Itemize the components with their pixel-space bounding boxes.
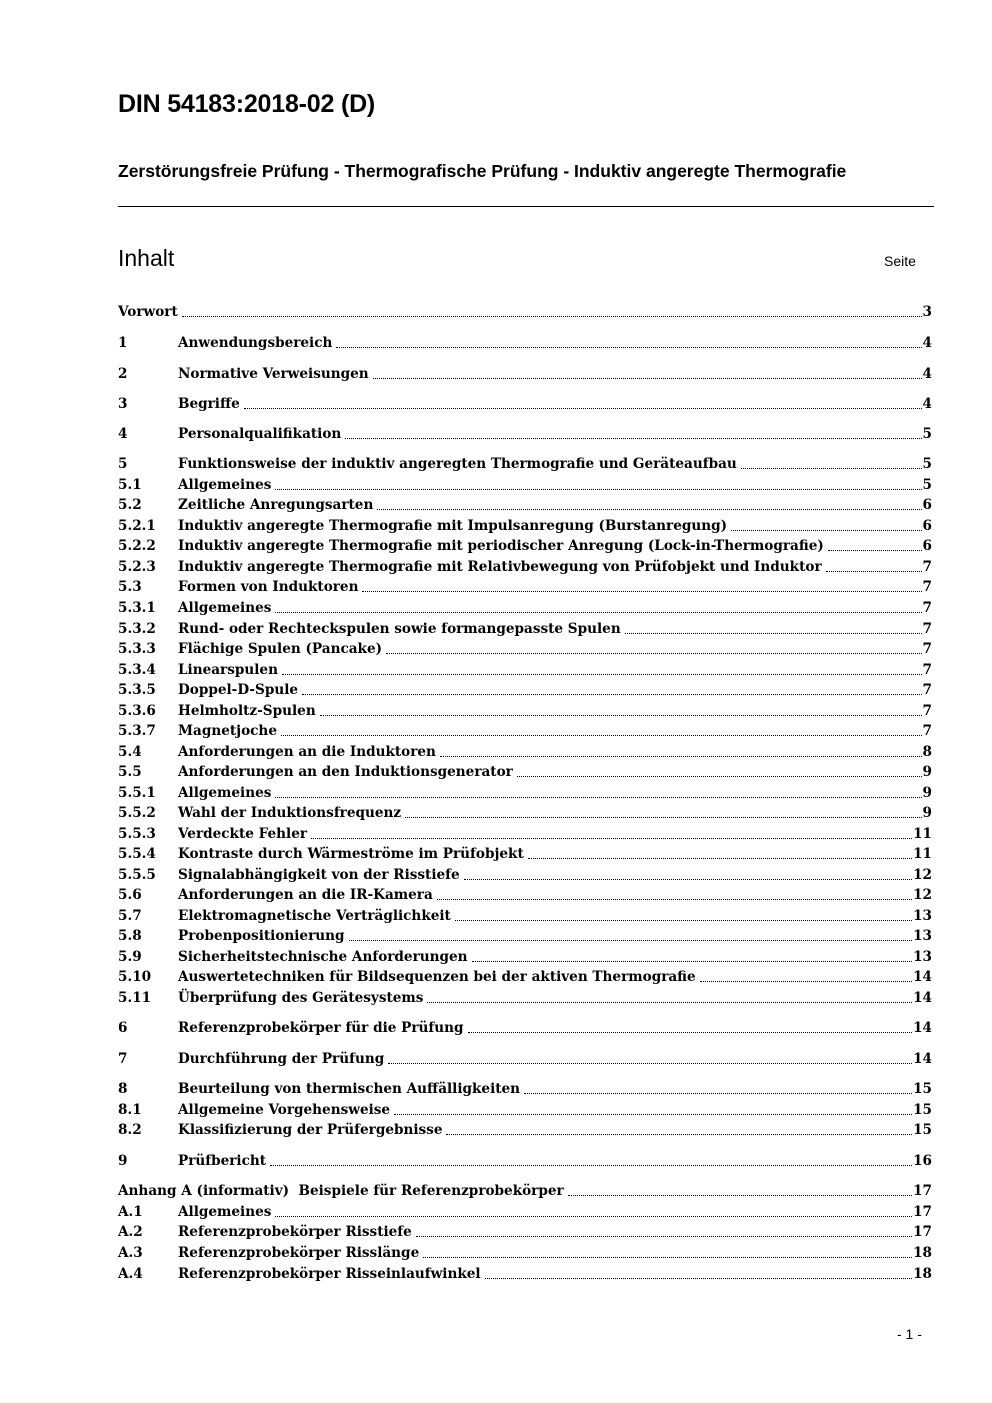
toc-entry[interactable] [118, 495, 932, 515]
toc-entry-number: A.1 [118, 1204, 143, 1220]
toc-entry-page: 4 [922, 366, 932, 382]
toc-entry-number: 8.2 [118, 1122, 142, 1138]
toc-entry[interactable] [118, 824, 932, 844]
toc-entry-title: Klassifizierung der Prüfergebnisse [178, 1122, 443, 1138]
toc-entry-title: Wahl der Induktionsfrequenz [178, 805, 402, 821]
toc-entry-page: 14 [913, 990, 932, 1006]
toc-entry-number: 5.5.2 [118, 805, 156, 821]
toc-entry-title: Anhang A (informativ) Beispiele für Referenzprobekörper [118, 1183, 564, 1199]
toc-entry-title: Referenzprobekörper Risstiefe [178, 1224, 412, 1240]
toc-entry-number: 9 [118, 1153, 128, 1169]
toc-entry-page: 7 [922, 600, 932, 616]
toc-dot-leader [182, 316, 922, 317]
toc-dot-leader [828, 550, 922, 551]
toc-entry-page: 6 [922, 518, 932, 534]
toc-entry[interactable] [118, 660, 932, 680]
footer-page-number: - 1 - [897, 1326, 922, 1342]
toc-entry-page: 17 [913, 1204, 932, 1220]
toc-entry[interactable] [118, 885, 932, 905]
toc-entry-page: 3 [922, 304, 932, 320]
toc-entry[interactable] [118, 967, 932, 987]
toc-entry-title: Anforderungen an die IR-Kamera [178, 887, 433, 903]
toc-dot-leader [568, 1195, 912, 1196]
toc-entry[interactable] [118, 1181, 932, 1201]
toc-entry-number: A.4 [118, 1266, 143, 1282]
toc-entry-title: Begriffe [178, 396, 240, 412]
toc-entry-number: 7 [118, 1051, 128, 1067]
toc-entry-page: 9 [922, 764, 932, 780]
toc-dot-leader [731, 530, 921, 531]
toc-entry[interactable] [118, 721, 932, 741]
toc-entry[interactable] [118, 762, 932, 782]
toc-entry[interactable] [118, 333, 932, 353]
toc-entry-number: 5.8 [118, 928, 142, 944]
toc-entry[interactable] [118, 783, 932, 803]
toc-entry-title: Signalabhängigkeit von der Risstiefe [178, 867, 460, 883]
toc-entry[interactable] [118, 619, 932, 639]
toc-entry-number: 5.3.4 [118, 662, 156, 678]
toc-entry-number: 5.5.4 [118, 846, 156, 862]
toc-entry-page: 12 [913, 867, 932, 883]
toc-entry[interactable] [118, 364, 932, 384]
toc-entry-page: 15 [913, 1081, 932, 1097]
toc-entry-number: 5.5.1 [118, 785, 156, 801]
toc-dot-leader [302, 694, 922, 695]
toc-entry-page: 5 [922, 456, 932, 472]
toc-entry-number: 5.5.5 [118, 867, 156, 883]
toc-entry-page: 17 [913, 1183, 932, 1199]
toc-entry-page: 7 [922, 641, 932, 657]
toc-dot-leader [275, 489, 921, 490]
toc-entry-title: Zeitliche Anregungsarten [178, 497, 374, 513]
toc-entry[interactable] [118, 803, 932, 823]
toc-entry-title: Induktiv angeregte Thermografie mit Impulsanregung (Burstanregung) [178, 518, 728, 534]
toc-dot-leader [336, 347, 921, 348]
toc-entry-number: 5.10 [118, 969, 152, 985]
toc-entry[interactable] [118, 454, 932, 474]
toc-dot-leader [394, 1114, 912, 1115]
toc-entry-number: 2 [118, 366, 128, 382]
toc-entry-title: Beurteilung von thermischen Auffälligkeiten [178, 1081, 521, 1097]
toc-entry-page: 6 [922, 497, 932, 513]
toc-entry-title: Linearspulen [178, 662, 278, 678]
toc-entry-title: Anforderungen an die Induktoren [178, 744, 436, 760]
toc-entry[interactable] [118, 680, 932, 700]
toc-entry-number: 5.4 [118, 744, 142, 760]
toc-entry-title: Induktiv angeregte Thermografie mit periodischer Anregung (Lock-in-Thermografie) [178, 538, 824, 554]
toc-entry[interactable] [118, 1120, 932, 1140]
toc-entry-title: Referenzprobekörper Risslänge [178, 1245, 420, 1261]
toc-entry-title: Durchführung der Prüfung [178, 1051, 385, 1067]
toc-entry-title: Allgemeines [178, 600, 272, 616]
toc-entry-title: Flächige Spulen (Pancake) [178, 641, 383, 657]
toc-entry-page: 7 [922, 621, 932, 637]
toc-entry[interactable] [118, 701, 932, 721]
toc-entry[interactable] [118, 394, 932, 414]
toc-dot-leader [472, 961, 913, 962]
toc-entry-title: Doppel-D-Spule [178, 682, 299, 698]
toc-dot-leader [281, 735, 922, 736]
toc-dot-leader [275, 1216, 912, 1217]
toc-dot-leader [455, 920, 912, 921]
toc-entry-page: 14 [913, 1020, 932, 1036]
toc-entry-page: 5 [922, 426, 932, 442]
toc-entry[interactable] [118, 1100, 932, 1120]
toc-entry[interactable] [118, 1018, 932, 1038]
toc-dot-leader [427, 1002, 912, 1003]
toc-entry[interactable] [118, 598, 932, 618]
toc-entry-number: 5.3.5 [118, 682, 156, 698]
toc-entry-title: Referenzprobekörper Risseinlaufwinkel [178, 1266, 481, 1282]
toc-entry-number: A.3 [118, 1245, 143, 1261]
toc-entry[interactable] [118, 424, 932, 444]
toc-entry-title: Kontraste durch Wärmeströme im Prüfobjekt [178, 846, 524, 862]
toc-entry-number: 5.11 [118, 990, 152, 1006]
toc-entry-number: 5.5 [118, 764, 142, 780]
toc-dot-leader [244, 408, 922, 409]
toc-entry[interactable] [118, 1243, 932, 1263]
toc-entry-page: 7 [922, 662, 932, 678]
toc-dot-leader [377, 509, 921, 510]
toc-entry[interactable] [118, 1151, 932, 1171]
toc-entry-page: 4 [922, 335, 932, 351]
toc-dot-leader [446, 1134, 912, 1135]
toc-dot-leader [524, 1093, 912, 1094]
toc-entry-number: 5.3.7 [118, 723, 156, 739]
toc-entry-page: 7 [922, 723, 932, 739]
toc-entry-page: 17 [913, 1224, 932, 1240]
toc-dot-leader [826, 571, 922, 572]
toc-dot-leader [700, 981, 912, 982]
toc-entry[interactable] [118, 1049, 932, 1069]
toc-entry-number: 5.2.1 [118, 518, 156, 534]
toc-entry-title: Allgemeines [178, 477, 272, 493]
toc-entry-page: 14 [913, 1051, 932, 1067]
toc-entry-number: 5.1 [118, 477, 142, 493]
toc-dot-leader [282, 674, 922, 675]
toc-entry-number: 5.2 [118, 497, 142, 513]
toc-dot-leader [468, 1032, 913, 1033]
toc-entry-page: 18 [913, 1266, 932, 1282]
toc-entry-title: Verdeckte Fehler [178, 826, 308, 842]
toc-dot-leader [517, 776, 922, 777]
toc-entry-number: 5.2.3 [118, 559, 156, 575]
document-title: Zerstörungsfreie Prüfung - Thermografische Prüfung - Induktiv angeregte Thermografie [118, 161, 847, 181]
toc-entry-number: 5.3 [118, 579, 142, 595]
toc-entry-title: Prüfbericht [178, 1153, 267, 1169]
toc-entry-title: Normative Verweisungen [178, 366, 369, 382]
toc-entry[interactable] [118, 1079, 932, 1099]
toc-entry-page: 14 [913, 969, 932, 985]
toc-entry-number: 1 [118, 335, 128, 351]
toc-entry[interactable] [118, 302, 932, 322]
document-id: DIN 54183:2018-02 (D) [118, 90, 376, 118]
toc-entry[interactable] [118, 516, 932, 536]
toc-entry-number: 6 [118, 1020, 128, 1036]
toc-dot-leader [485, 1278, 912, 1279]
toc-entry[interactable] [118, 906, 932, 926]
toc-dot-leader [311, 838, 912, 839]
toc-entry-number: 5.3.2 [118, 621, 156, 637]
toc-entry-page: 12 [913, 887, 932, 903]
toc-entry-title: Personalqualifikation [178, 426, 342, 442]
title-divider [118, 206, 934, 207]
toc-entry-number: 8.1 [118, 1102, 142, 1118]
toc-dot-leader [440, 756, 922, 757]
toc-entry-page: 7 [922, 682, 932, 698]
toc-entry-title: Probenpositionierung [178, 928, 345, 944]
toc-dot-leader [275, 612, 921, 613]
toc-entry-number: 5.2.2 [118, 538, 156, 554]
toc-dot-leader [345, 438, 921, 439]
toc-entry-page: 18 [913, 1245, 932, 1261]
toc-entry[interactable] [118, 865, 932, 885]
toc-entry-title: Allgemeine Vorgehensweise [178, 1102, 391, 1118]
toc-entry-number: 5.3.1 [118, 600, 156, 616]
toc-entry[interactable] [118, 947, 932, 967]
toc-entry-page: 13 [913, 949, 932, 965]
toc-entry-title: Elektromagnetische Verträglichkeit [178, 908, 451, 924]
toc-entry-title: Magnetjoche [178, 723, 277, 739]
toc-entry-title: Induktiv angeregte Thermografie mit Relativbewegung von Prüfobjekt und Induktor [178, 559, 822, 575]
toc-entry-page: 8 [922, 744, 932, 760]
toc-dot-leader [405, 817, 921, 818]
toc-entry-number: 4 [118, 426, 128, 442]
toc-dot-leader [528, 858, 912, 859]
toc-entry[interactable] [118, 639, 932, 659]
toc-entry-page: 13 [913, 908, 932, 924]
toc-dot-leader [362, 591, 921, 592]
toc-entry[interactable] [118, 536, 932, 556]
toc-entry-title: Funktionsweise der induktiv angeregten Thermografie und Geräteaufbau [178, 456, 737, 472]
toc-entry[interactable] [118, 844, 932, 864]
contents-heading: Inhalt [118, 245, 175, 271]
toc-dot-leader [386, 653, 921, 654]
toc-entry-page: 4 [922, 396, 932, 412]
toc-entry-number: 3 [118, 396, 128, 412]
toc-entry-title: Anforderungen an den Induktionsgenerator [178, 764, 513, 780]
toc-dot-leader [320, 715, 922, 716]
toc-entry-title: Allgemeines [178, 1204, 272, 1220]
toc-dot-leader [275, 797, 921, 798]
toc-entry-title: Rund- oder Rechteckspulen sowie formangepasste Spulen [178, 621, 621, 637]
toc-entry-number: 5.9 [118, 949, 142, 965]
toc-entry-number: 5.6 [118, 887, 142, 903]
toc-entry-page: 5 [922, 477, 932, 493]
toc-entry-title: Überprüfung des Gerätesystems [178, 990, 424, 1006]
toc-dot-leader [270, 1165, 912, 1166]
toc-dot-leader [437, 899, 912, 900]
toc-entry-page: 7 [922, 579, 932, 595]
toc-entry[interactable] [118, 742, 932, 762]
toc-entry[interactable] [118, 988, 932, 1008]
toc-entry[interactable] [118, 577, 932, 597]
toc-entry-title: Formen von Induktoren [178, 579, 359, 595]
toc-entry-page: 15 [913, 1102, 932, 1118]
toc-dot-leader [349, 940, 913, 941]
toc-entry[interactable] [118, 926, 932, 946]
toc-entry-number: 5.3.6 [118, 703, 156, 719]
toc-entry-title: Vorwort [118, 304, 178, 320]
toc-dot-leader [464, 879, 912, 880]
toc-entry-page: 9 [922, 785, 932, 801]
toc-entry-number: A.2 [118, 1224, 143, 1240]
toc-entry-page: 9 [922, 805, 932, 821]
toc-dot-leader [741, 468, 922, 469]
toc-dot-leader [625, 633, 922, 634]
toc-entry-title: Sicherheitstechnische Anforderungen [178, 949, 468, 965]
toc-entry-page: 6 [922, 538, 932, 554]
toc-entry-page: 16 [913, 1153, 932, 1169]
toc-entry-page: 11 [913, 826, 932, 842]
toc-dot-leader [423, 1257, 912, 1258]
toc-entry-number: 5.3.3 [118, 641, 156, 657]
toc-entry[interactable] [118, 557, 932, 577]
toc-entry-page: 7 [922, 559, 932, 575]
toc-entry[interactable] [118, 1202, 932, 1222]
toc-entry-number: 5.7 [118, 908, 142, 924]
toc-entry-title: Helmholtz-Spulen [178, 703, 316, 719]
toc-entry-page: 15 [913, 1122, 932, 1138]
toc-entry-title: Auswertetechniken für Bildsequenzen bei der aktiven Thermografie [178, 969, 696, 985]
toc-entry-page: 13 [913, 928, 932, 944]
toc-entry-number: 5 [118, 456, 128, 472]
toc-entry[interactable] [118, 475, 932, 495]
toc-entry[interactable] [118, 1222, 932, 1242]
toc-dot-leader [416, 1236, 912, 1237]
toc-entry-page: 7 [922, 703, 932, 719]
toc-dot-leader [373, 378, 922, 379]
toc-entry-title: Allgemeines [178, 785, 272, 801]
toc-entry-title: Referenzprobekörper für die Prüfung [178, 1020, 464, 1036]
toc-entry-number: 8 [118, 1081, 128, 1097]
toc-entry[interactable] [118, 1264, 932, 1284]
toc-entry-page: 11 [913, 846, 932, 862]
toc-entry-title: Anwendungsbereich [178, 335, 333, 351]
toc-entry-number: 5.5.3 [118, 826, 156, 842]
page-column-label: Seite [884, 253, 916, 269]
toc-dot-leader [388, 1063, 912, 1064]
